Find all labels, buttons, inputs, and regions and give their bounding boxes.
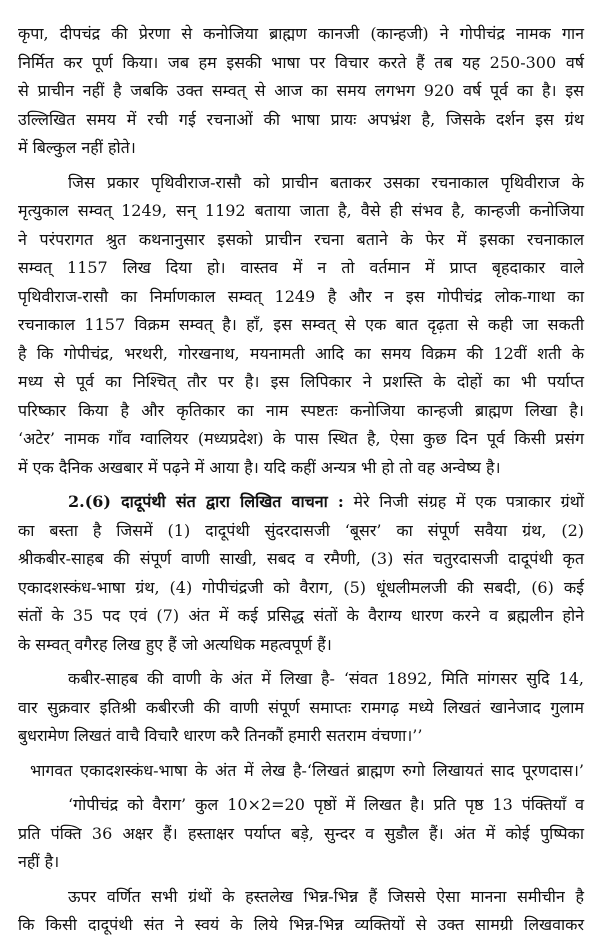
text-line: उल्लिखित समय में रची गई रचनाओं की भाषा प्रायः अपभ्रंश है, जिसके दर्शन इस ग्रंथ bbox=[18, 109, 584, 129]
text-line: संतों के 35 पद एवं (7) अंत में कई प्रसिद्ध संतों के वैराग्य धारण करने व ब्रह्मलीन होने bbox=[18, 606, 584, 625]
text-line: बुधरामेण लिखतं वाचै विचारै धारण करै तिनकौं हमारी सतराम वंचणा।’’ bbox=[18, 726, 423, 745]
text-line: मध्य से पूर्व का निश्चित् तौर पर है। इस लिपिकार ने प्रशस्ति के दोहों का भी पर्याप्त bbox=[18, 372, 584, 391]
paragraph bbox=[18, 883, 584, 940]
text-line: ऊपर वर्णित सभी ग्रंथों के हस्तलेख भिन्न-भिन्न हैं जिससे ऐसा मानना समीचीन है bbox=[68, 886, 584, 906]
text-line: प्रति पंक्ति 36 अक्षर हैं। हस्ताक्षर पर्याप्त बड़े, सुन्दर व सुडौल हैं। अंत में कोई पुष्पिका bbox=[18, 823, 584, 843]
text-line: निर्मित कर पूर्ण किया। जब हम इसकी भाषा पर विचार करते हैं तब यह 250-300 वर्ष bbox=[18, 52, 584, 72]
text-line: में बिल्कुल नहीं होते। bbox=[18, 138, 136, 157]
paragraph bbox=[18, 169, 584, 483]
text-line: में एक दैनिक अखबार में पढ़ने में आया है। यदि कहीं अन्यत्र भी हो तो वह अन्वेष्य है। bbox=[18, 457, 501, 477]
section-heading: 2.(6) दादूपंथी संत द्वारा लिखित वाचना : bbox=[68, 492, 344, 511]
text-line: जिस प्रकार पृथिवीराज-रासौ को प्राचीन बताकर उसका रचनाकाल पृथिवीराज के bbox=[68, 172, 584, 192]
text-line: पृथिवीराज-रासौ का निर्माणकाल सम्वत् 1249 है और न इस गोपीचंद्र लोक-गाथा का bbox=[18, 286, 584, 306]
paragraph bbox=[18, 791, 584, 877]
document-page bbox=[18, 20, 584, 946]
paragraph bbox=[18, 488, 584, 659]
paragraph bbox=[18, 20, 584, 163]
text-line: कृपा, दीपचंद्र की प्रेरणा से कनोजिया ब्राह्मण कानजी (कान्हजी) ने गोपीचंद्र नामक गान bbox=[18, 24, 584, 43]
text-line: श्रीकबीर-साहब की संपूर्ण वाणी साखी, सबद व रमैणी, (3) संत चतुरदासजी दादूपंथी कृत bbox=[18, 549, 584, 568]
text-line: कि किसी दादूपंथी संत ने स्वयं के लिये भिन्न-भिन्न व्यक्तियों से उक्त सामग्री लिखवाकर bbox=[18, 915, 584, 934]
paragraph bbox=[18, 757, 584, 786]
text-line: ने परंपरागत श्रुत कथनानुसार इसको प्राचीन रचना बताने के फेर में इसका रचनाकाल bbox=[18, 229, 584, 249]
text-line: वार सुक्रवार इतिश्री कबीरजी की वाणी संपूर्ण समाप्तः रामगढ़ मध्ये लिखतं खानेजाद गुलाम bbox=[18, 697, 584, 717]
text-line: सम्वत् 1157 लिख दिया हो। वास्तव में न तो वर्तमान में प्राप्त बृहदाकार वाले bbox=[18, 258, 584, 277]
paragraph bbox=[18, 665, 584, 751]
text-line: रचनाकाल 1157 विक्रम सम्वत् है। हाँ, इस सम्वत् से एक बात दृढ़ता से कही जा सकती bbox=[18, 315, 584, 334]
text-line: के सम्वत् वगैरह लिख हुए हैं जो अत्यधिक महत्वपूर्ण हैं। bbox=[18, 634, 332, 654]
text-line: भागवत एकादशस्कंध-भाषा के अंत में लेख है-‘लिखतं ब्राह्मण रुगो लिखायतं साद पूरणदास।’ bbox=[30, 760, 584, 780]
text-line: एकादशस्कंध-भाषा ग्रंथ, (4) गोपीचंद्रजी को वैराग, (5) धूंधलीमलजी की सबदी, (6) कई bbox=[18, 577, 584, 597]
heading-continuation: मेरे निजी संग्रह में एक पत्राकार ग्रंथों bbox=[343, 492, 585, 511]
text-line: परिष्कार किया है और कृतिकार का नाम स्पष्टतः कनोजिया कान्हजी ब्राह्मण लिखा है। bbox=[18, 400, 584, 420]
text-line: मृत्युकाल सम्वत् 1249, सन् 1192 बताया जाता है, वैसे ही संभव है, कान्हजी कनोजिया bbox=[18, 201, 584, 220]
text-line: है कि गोपीचंद्र, भरथरी, गोरखनाथ, मयनामती आदि का समय विक्रम की 12वीं शती के bbox=[18, 343, 584, 363]
text-line: नहीं है। bbox=[18, 852, 60, 871]
text-line: कबीर-साहब की वाणी के अंत में लिखा है- ‘संवत 1892, मिति मांगसर सुदि 14, bbox=[68, 669, 584, 688]
text-line bbox=[18, 488, 584, 517]
text-line: का बस्ता है जिसमें (1) दादूपंथी सुंदरदासजी ‘बूसर’ का संपूर्ण सवैया ग्रंथ, (2) bbox=[18, 520, 584, 540]
text-line: से प्राचीन नहीं है जबकि उक्त सम्वत् से आज का समय लगभग 920 वर्ष पूर्व का है। इस bbox=[18, 81, 584, 100]
text-line: ‘गोपीचंद्र को वैराग’ कुल 10×2=20 पृष्ठों में लिखत है। प्रति पृष्ठ 13 पंक्तियाँ व bbox=[68, 795, 584, 814]
text-line: ‘अटेर’ नामक गाँव ग्वालियर (मध्यप्रदेश) के पास स्थित है, ऐसा कुछ दिन पूर्व किसी प्रसंग bbox=[18, 429, 584, 448]
